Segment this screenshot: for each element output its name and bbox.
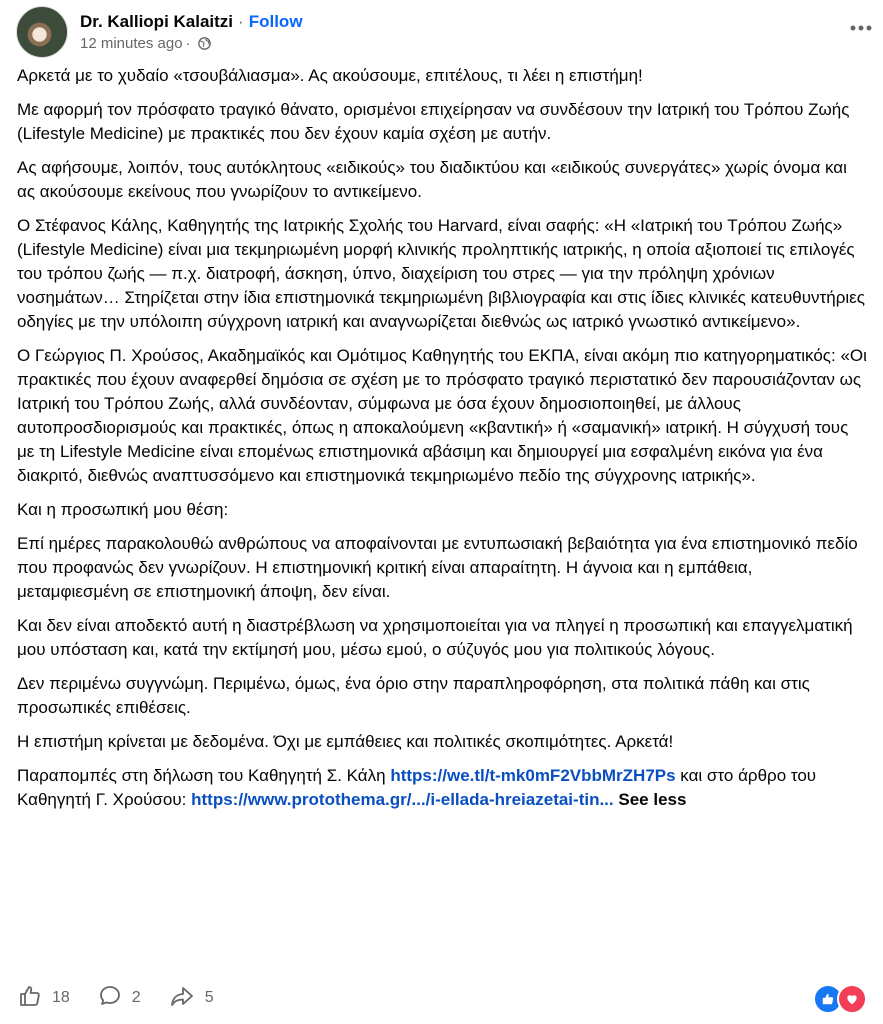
paragraph: Με αφορμή τον πρόσφατο τραγικό θάνατο, ορισμένοι επιχείρησαν να συνδέσουν την Ιατρική του Τρόπου Ζωής (Lifestyle Medicine) με πρακτικές που δεν έχουν καμία σχέση με αυτήν. (17, 100, 850, 143)
paragraph: Ας αφήσουμε, λοιπόν, τους αυτόκλητους «ειδικούς» του διαδικτύου και «ειδικούς συνεργάτες» χωρίς όνομα και ας ακούσουμε εκείνους που γνωρίζουν το αντικείμενο. (17, 158, 847, 201)
globe-icon[interactable] (198, 37, 211, 50)
like-count: 18 (52, 989, 70, 1006)
author-avatar[interactable] (16, 6, 68, 58)
paragraph: Και η προσωπική μου θέση: (17, 500, 229, 519)
paragraph: Ο Στέφανος Κάλης, Καθηγητής της Ιατρικής Σχολής του Harvard, είναι σαφής: «Η «Ιατρική του Τρόπου Ζωής» (Lifestyle Medicine) είναι μια τεκμηριωμένη μορφή κλινικής προληπτικής ιατρικής, η οποία αξιοποιεί τις επιλογές του τρόπου ζωής — π.χ. διατροφή, άσκηση, ύπνο, διαχείριση του στρες — για την πρόληψη χρόνιων νοσημάτων… Στηρίζεται στην ίδια επιστημονικά τεκμηριωμένη βιβλιογραφία και στις ίδιες κλινικές κατευθυντήριες οδηγίες με την υπόλοιπη σύγχρονη ιατρική και αναγνωρίζεται διεθνώς ως ιατρικό γνωστικό αντικείμενο». (17, 216, 865, 331)
share-count: 5 (204, 989, 214, 1006)
comment-icon (98, 984, 122, 1013)
see-less-button[interactable]: See less (618, 790, 687, 809)
follow-button[interactable]: Follow (248, 12, 303, 31)
paragraph: Η επιστήμη κρίνεται με δεδομένα. Όχι με εμπάθειες και πολιτικές σκοπιμότητες. Αρκετά! (17, 732, 674, 751)
separator-dot: · (238, 12, 244, 31)
author-name[interactable]: Dr. Kalliopi Kalaitzi (80, 12, 234, 31)
references-text: και στο άρθρο του Καθηγητή Γ. Χρούσου: (17, 766, 817, 809)
post-timestamp[interactable]: 12 minutes ago (80, 35, 183, 52)
reactions-summary[interactable] (813, 984, 867, 1014)
post-footer (18, 982, 867, 1014)
paragraph: Και δεν είναι αποδεκτό αυτή η διαστρέβλωση να χρησιμοποιείται για να πληγεί η προσωπική και επαγγελματική μου υπόσταση και, κατά την εκτίμησή μου, μέσω εμού, ο σύζυγός μου για πολιτικούς λόγους. (17, 616, 853, 659)
paragraph: Ο Γεώργιος Π. Χρούσος, Ακαδημαϊκός και Ομότιμος Καθηγητής του ΕΚΠΑ, είναι ακόμη πιο κατηγορηματικός: «Οι πρακτικές που έχουν αναφερθεί δημόσια σε σχέση με το πρόσφατο τραγικό περιστατικό δεν παρουσιάζονταν ως Ιατρική του Τρόπου Ζωής, αλλά συνδέονταν, σύμφωνα με όσα έχουν δημοσιοποιηθεί, με άλλους αυτοπροσδιορισμούς και πρακτικές, όπως η αποκαλούμενη «κβαντική» ή «σαμανική» ιατρική. Η σύγχυσή τους με τη Lifestyle Medicine είναι επομένως επιστημονικά αβάσιμη και δημιουργεί μια εσφαλμένη εικόνα για ένα διακριτό, διεθνώς αναπτυσσόμενο και επιστημονικά τεκμηριωμένο πεδίο της σύγχρονης ιατρικής». (17, 346, 867, 485)
comment-button[interactable] (98, 984, 141, 1013)
paragraph: Αρκετά με το χυδαίο «τσουβάλιασμα». Ας ακούσουμε, επιτέλους, τι λέει η επιστήμη! (17, 66, 643, 85)
share-button[interactable] (169, 984, 214, 1013)
references-paragraph (17, 764, 867, 812)
author-row (80, 12, 303, 32)
love-reaction-icon (837, 984, 867, 1014)
paragraph: Επί ημέρες παρακολουθώ ανθρώπους να αποφαίνονται με εντυπωσιακή βεβαιότητα για ένα επιστημονικό πεδίο που προφανώς δεν γνωρίζουν. Η επιστημονική κριτική είναι απαραίτητη. Η άγνοια και η εμπάθεια, μεταμφιεσμένη σε επιστημονική άποψη, δεν είναι. (17, 534, 858, 601)
post-header (16, 4, 867, 60)
post-meta (80, 12, 303, 52)
share-icon (169, 984, 195, 1013)
post-body (17, 64, 867, 822)
wetransfer-link[interactable]: https://we.tl/t-mk0mF2VbbMrZH7Ps (390, 766, 676, 785)
paragraph: Δεν περιμένω συγγνώμη. Περιμένω, όμως, ένα όριο στην παραπληροφόρηση, στα πολιτικά πάθη και στις προσωπικές επιθέσεις. (17, 674, 810, 717)
like-button[interactable] (18, 984, 70, 1013)
like-icon (18, 984, 42, 1013)
timestamp-row (80, 35, 303, 52)
references-text: Παραπομπές στη δήλωση του Καθηγητή Σ. Κάλη (17, 766, 391, 785)
more-horizontal-icon[interactable] (847, 14, 875, 42)
protothema-link[interactable]: https://www.protothema.gr/.../i-ellada-hreiazetai-tin... (191, 790, 614, 809)
comment-count: 2 (131, 989, 141, 1006)
time-separator: · (185, 35, 191, 52)
